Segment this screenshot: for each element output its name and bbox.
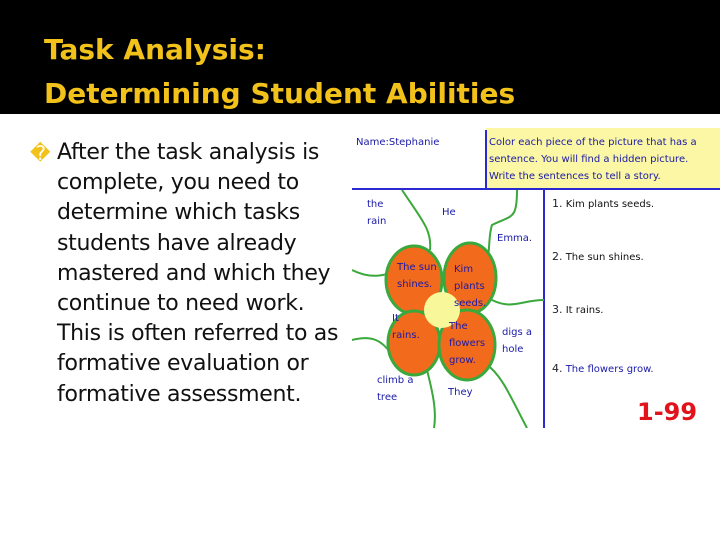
instructions-text: Color each piece of the picture that has a sentence. You will find a hidden picture. Write the sentences to tell a story. [489, 137, 697, 182]
sentence-number: 3. [552, 303, 563, 316]
piece-label: Kim plants seeds. [454, 264, 487, 309]
slide-title [44, 28, 515, 116]
piece-label: Emma. [497, 233, 533, 244]
title-line-1: Task Analysis: [44, 33, 266, 66]
bullet-text: After the task analysis is complete, you need to determine which tasks students have already mastered and which they continue to need work. This is often referred to as formative evaluation or formative assessment. [57, 140, 339, 407]
score: 1-99 [637, 398, 698, 426]
sentence-text: The flowers grow. [565, 364, 654, 375]
piece-label: digs a hole [502, 327, 532, 355]
sentence-text: Kim plants seeds. [565, 199, 655, 210]
student-name: Name:Stephanie [356, 137, 440, 148]
bullet-icon: � [30, 141, 51, 165]
title-bar [0, 0, 720, 114]
piece-label: They [448, 387, 473, 398]
sentence-number: 1. [552, 197, 563, 210]
worksheet-image [352, 128, 720, 428]
sentence-number: 2. [552, 250, 563, 263]
piece-label: It rains. [392, 313, 420, 341]
piece-label: the rain [367, 199, 387, 227]
piece-label: climb a tree [377, 375, 414, 403]
sentence-number: 4. [552, 362, 563, 375]
sentence-text: The sun shines. [565, 252, 644, 263]
sentence-text: It rains. [565, 305, 604, 316]
bullet-item [30, 138, 340, 410]
piece-label: The sun shines. [397, 262, 437, 290]
divider [485, 130, 487, 188]
piece-label: He [442, 207, 456, 218]
title-line-2: Determining Student Abilities [44, 77, 516, 110]
piece-label: The flowers grow. [449, 321, 486, 366]
